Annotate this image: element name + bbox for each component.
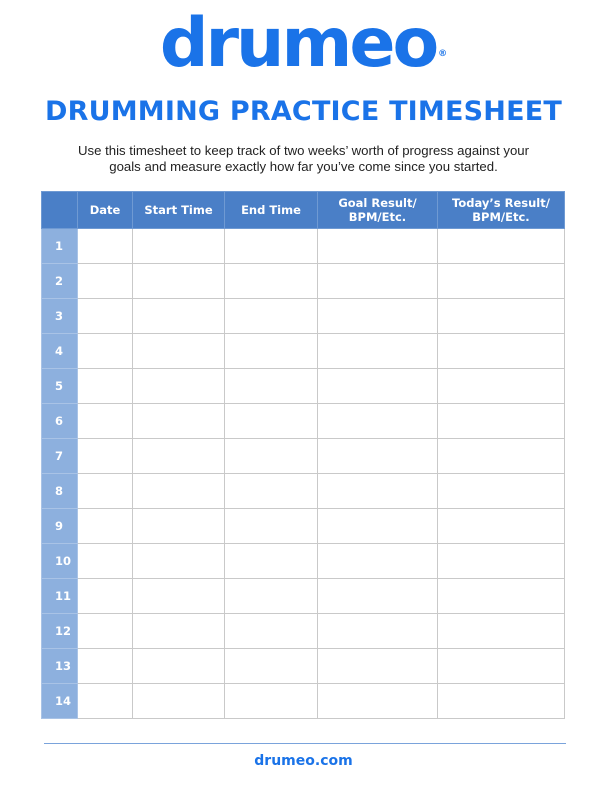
date-cell[interactable]: [78, 264, 133, 299]
end-time-cell[interactable]: [225, 684, 318, 719]
end-time-cell[interactable]: [225, 369, 318, 404]
row-number: 11: [42, 579, 78, 614]
header-end-time: End Time: [225, 192, 318, 229]
table-row: [42, 474, 565, 509]
row-number: 14: [42, 684, 78, 719]
goal-result-cell[interactable]: [318, 404, 438, 439]
header-date: Date: [78, 192, 133, 229]
end-time-cell[interactable]: [225, 649, 318, 684]
date-cell[interactable]: [78, 684, 133, 719]
row-number: 9: [42, 509, 78, 544]
todays-result-cell[interactable]: [438, 684, 565, 719]
goal-result-cell[interactable]: [318, 544, 438, 579]
todays-result-cell[interactable]: [438, 474, 565, 509]
intro-text: [60, 143, 547, 175]
table-row: [42, 439, 565, 474]
start-time-cell[interactable]: [133, 614, 225, 649]
date-cell[interactable]: [78, 369, 133, 404]
date-cell[interactable]: [78, 614, 133, 649]
end-time-cell[interactable]: [225, 544, 318, 579]
goal-result-cell[interactable]: [318, 299, 438, 334]
todays-result-cell[interactable]: [438, 229, 565, 264]
goal-result-cell[interactable]: [318, 649, 438, 684]
end-time-cell[interactable]: [225, 509, 318, 544]
header-goal-result-line-2: BPM/Etc.: [348, 210, 407, 224]
date-cell[interactable]: [78, 439, 133, 474]
table-row: [42, 579, 565, 614]
table-row: [42, 369, 565, 404]
start-time-cell[interactable]: [133, 369, 225, 404]
start-time-cell[interactable]: [133, 229, 225, 264]
row-number: 6: [42, 404, 78, 439]
date-cell[interactable]: [78, 579, 133, 614]
start-time-cell[interactable]: [133, 264, 225, 299]
table-row: [42, 264, 565, 299]
goal-result-cell[interactable]: [318, 439, 438, 474]
goal-result-cell[interactable]: [318, 334, 438, 369]
todays-result-cell[interactable]: [438, 404, 565, 439]
table-row: [42, 544, 565, 579]
start-time-cell[interactable]: [133, 404, 225, 439]
start-time-cell[interactable]: [133, 544, 225, 579]
start-time-cell[interactable]: [133, 509, 225, 544]
table-row: [42, 649, 565, 684]
date-cell[interactable]: [78, 299, 133, 334]
goal-result-cell[interactable]: [318, 264, 438, 299]
table-row: [42, 404, 565, 439]
todays-result-cell[interactable]: [438, 369, 565, 404]
date-cell[interactable]: [78, 544, 133, 579]
start-time-cell[interactable]: [133, 684, 225, 719]
end-time-cell[interactable]: [225, 404, 318, 439]
date-cell[interactable]: [78, 509, 133, 544]
table-row: [42, 509, 565, 544]
row-number: 12: [42, 614, 78, 649]
header-todays-result-line-1: Today’s Result/: [452, 196, 550, 210]
goal-result-cell[interactable]: [318, 509, 438, 544]
todays-result-cell[interactable]: [438, 439, 565, 474]
date-cell[interactable]: [78, 404, 133, 439]
todays-result-cell[interactable]: [438, 544, 565, 579]
goal-result-cell[interactable]: [318, 474, 438, 509]
start-time-cell[interactable]: [133, 439, 225, 474]
row-number: 10: [42, 544, 78, 579]
start-time-cell[interactable]: [133, 649, 225, 684]
row-number: 13: [42, 649, 78, 684]
registered-mark: ®: [438, 49, 448, 59]
goal-result-cell[interactable]: [318, 369, 438, 404]
table-header-row: [42, 192, 565, 229]
table-row: [42, 614, 565, 649]
footer-url: drumeo.com: [254, 753, 353, 769]
start-time-cell[interactable]: [133, 579, 225, 614]
date-cell[interactable]: [78, 334, 133, 369]
end-time-cell[interactable]: [225, 474, 318, 509]
header-todays-result-line-2: BPM/Etc.: [472, 210, 530, 224]
start-time-cell[interactable]: [133, 299, 225, 334]
header-corner: [42, 192, 78, 229]
logo-text: drumeo: [159, 4, 437, 83]
end-time-cell[interactable]: [225, 229, 318, 264]
header-todays-result: [438, 192, 565, 229]
intro-line-2: goals and measure exactly how far you’ve come since you started.: [109, 159, 498, 174]
row-number: 7: [42, 439, 78, 474]
end-time-cell[interactable]: [225, 334, 318, 369]
header-start-time: Start Time: [133, 192, 225, 229]
todays-result-cell[interactable]: [438, 649, 565, 684]
todays-result-cell[interactable]: [438, 264, 565, 299]
start-time-cell[interactable]: [133, 474, 225, 509]
row-number: 3: [42, 299, 78, 334]
page-title: DRUMMING PRACTICE TIMESHEET: [44, 96, 562, 127]
end-time-cell[interactable]: [225, 299, 318, 334]
todays-result-cell[interactable]: [438, 299, 565, 334]
date-cell[interactable]: [78, 649, 133, 684]
intro-line-1: Use this timesheet to keep track of two weeks’ worth of progress against your: [77, 143, 530, 158]
table-row: [42, 229, 565, 264]
end-time-cell[interactable]: [225, 579, 318, 614]
goal-result-cell[interactable]: [318, 614, 438, 649]
practice-timesheet-table: [41, 191, 565, 719]
goal-result-cell[interactable]: [318, 229, 438, 264]
todays-result-cell[interactable]: [438, 614, 565, 649]
header-goal-result: [318, 192, 438, 229]
goal-result-cell[interactable]: [318, 684, 438, 719]
date-cell[interactable]: [78, 474, 133, 509]
todays-result-cell[interactable]: [438, 579, 565, 614]
todays-result-cell[interactable]: [438, 509, 565, 544]
row-number: 2: [42, 264, 78, 299]
date-cell[interactable]: [78, 229, 133, 264]
table-row: [42, 334, 565, 369]
header-goal-result-line-1: Goal Result/: [338, 196, 417, 210]
table-row: [42, 299, 565, 334]
row-number: 5: [42, 369, 78, 404]
end-time-cell[interactable]: [225, 614, 318, 649]
end-time-cell[interactable]: [225, 264, 318, 299]
goal-result-cell[interactable]: [318, 579, 438, 614]
table-row: [42, 684, 565, 719]
row-number: 1: [42, 229, 78, 264]
end-time-cell[interactable]: [225, 439, 318, 474]
row-number: 4: [42, 334, 78, 369]
row-number: 8: [42, 474, 78, 509]
footer-divider: [44, 743, 566, 744]
todays-result-cell[interactable]: [438, 334, 565, 369]
start-time-cell[interactable]: [133, 334, 225, 369]
drumeo-logo: [0, 4, 607, 94]
